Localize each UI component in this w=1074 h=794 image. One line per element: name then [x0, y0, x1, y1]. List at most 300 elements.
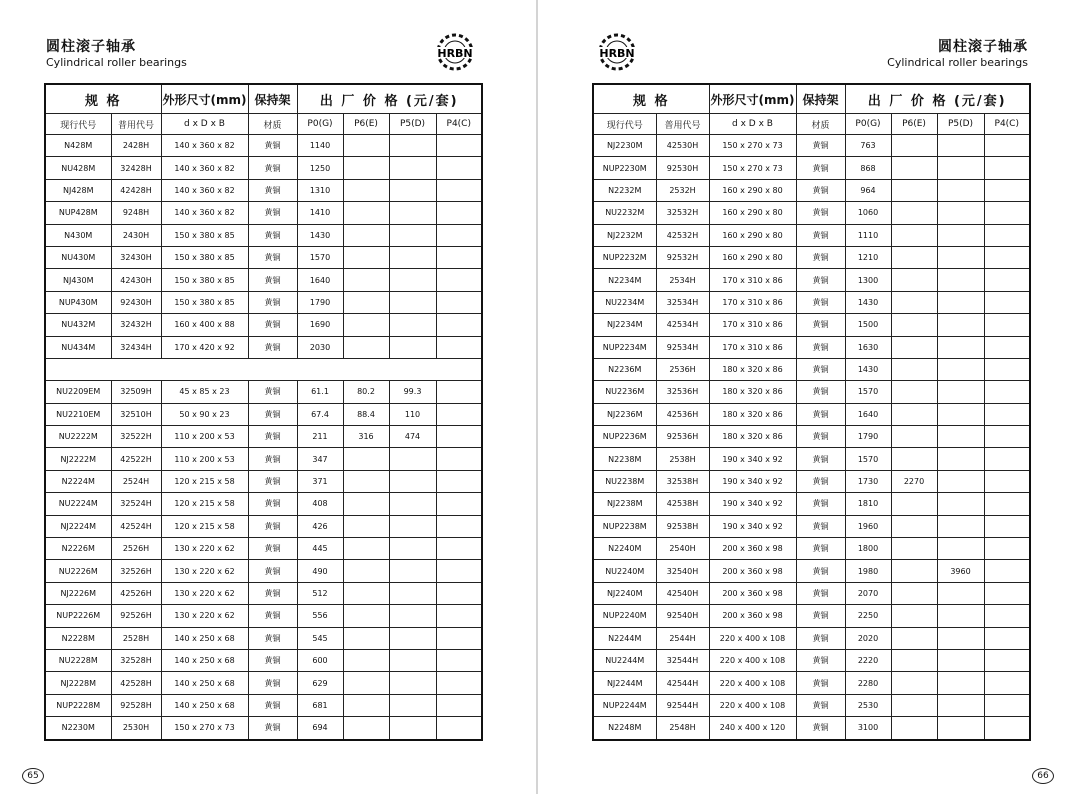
cell-p6: [891, 157, 937, 179]
cell-material: 黄铜: [796, 403, 845, 425]
table-row: [45, 291, 482, 313]
cell-p0: 1790: [845, 426, 891, 448]
cell-old-code: 32434H: [111, 336, 161, 358]
cell-p4: [436, 224, 482, 246]
table-row: [593, 358, 1030, 380]
table-row: [45, 649, 482, 671]
cell-p6: [343, 202, 389, 224]
table-row: [45, 202, 482, 224]
cell-p5: [937, 627, 984, 649]
cell-p5: [937, 694, 984, 716]
table-row: [593, 627, 1030, 649]
cell-p6: [343, 179, 389, 201]
cell-p4: [984, 336, 1030, 358]
cell-current-code: NU428M: [45, 157, 111, 179]
cell-current-code: N2224M: [45, 470, 111, 492]
cell-dimensions: 190 x 340 x 92: [709, 448, 796, 470]
table-row: [593, 605, 1030, 627]
cell-current-code: N428M: [45, 135, 111, 157]
col-material: 材质: [248, 114, 297, 135]
cell-current-code: NU432M: [45, 314, 111, 336]
page-title-cn: 圆柱滚子轴承: [938, 39, 1028, 55]
cell-p6: [891, 426, 937, 448]
cell-old-code: 32432H: [111, 314, 161, 336]
table-separator-row: [45, 358, 482, 380]
cell-p5: [389, 694, 436, 716]
cell-current-code: N2232M: [593, 179, 656, 201]
cell-current-code: NU2240M: [593, 560, 656, 582]
page-number: 65: [22, 768, 44, 784]
table-row: [593, 717, 1030, 740]
header-cage: 保持架: [248, 84, 297, 114]
cell-current-code: NU2224M: [45, 493, 111, 515]
cell-dimensions: 140 x 250 x 68: [161, 649, 248, 671]
col-current-code: 现行代号: [593, 114, 656, 135]
cell-p0: 1300: [845, 269, 891, 291]
cell-material: 黄铜: [248, 538, 297, 560]
cell-material: 黄铜: [248, 202, 297, 224]
cell-p6: [891, 202, 937, 224]
cell-dimensions: 130 x 220 x 62: [161, 560, 248, 582]
cell-dimensions: 220 x 400 x 108: [709, 694, 796, 716]
cell-dimensions: 140 x 360 x 82: [161, 179, 248, 201]
cell-dimensions: 110 x 200 x 53: [161, 448, 248, 470]
cell-old-code: 42524H: [111, 515, 161, 537]
cell-old-code: 92536H: [656, 426, 709, 448]
cell-current-code: NJ2244M: [593, 672, 656, 694]
table-row: [593, 649, 1030, 671]
price-table-right: [592, 83, 1031, 741]
cell-old-code: 42428H: [111, 179, 161, 201]
cell-current-code: NJ2234M: [593, 314, 656, 336]
table-row: [593, 246, 1030, 268]
table-row: [45, 135, 482, 157]
cell-p5: [937, 202, 984, 224]
cell-dimensions: 200 x 360 x 98: [709, 605, 796, 627]
cell-p0: 408: [297, 493, 343, 515]
cell-p5: [389, 515, 436, 537]
cell-p4: [436, 672, 482, 694]
header-spec: 规 格: [593, 84, 709, 114]
logo-text: HRBN: [599, 47, 635, 60]
cell-p4: [436, 448, 482, 470]
cell-material: 黄铜: [248, 448, 297, 470]
cell-current-code: N2228M: [45, 627, 111, 649]
cell-p5: [937, 157, 984, 179]
col-p6: P6(E): [891, 114, 937, 135]
table-row: [593, 157, 1030, 179]
cell-p6: [891, 538, 937, 560]
cell-old-code: 9248H: [111, 202, 161, 224]
cell-p4: [984, 381, 1030, 403]
cell-p5: [937, 291, 984, 313]
cell-material: 黄铜: [248, 717, 297, 740]
cell-p6: [891, 694, 937, 716]
cell-p4: [436, 403, 482, 425]
cell-p5: [937, 336, 984, 358]
cell-dimensions: 220 x 400 x 108: [709, 649, 796, 671]
cell-material: 黄铜: [796, 426, 845, 448]
cell-current-code: NJ2222M: [45, 448, 111, 470]
cell-p5: [937, 426, 984, 448]
cell-p6: [343, 336, 389, 358]
cell-old-code: 2538H: [656, 448, 709, 470]
cell-p6: [891, 627, 937, 649]
cell-dimensions: 120 x 215 x 58: [161, 470, 248, 492]
cell-p4: [984, 672, 1030, 694]
cell-current-code: NU430M: [45, 246, 111, 268]
cell-p4: [436, 470, 482, 492]
cell-p5: [389, 157, 436, 179]
col-p0: P0(G): [297, 114, 343, 135]
cell-p0: 1690: [297, 314, 343, 336]
cell-dimensions: 170 x 310 x 86: [709, 269, 796, 291]
cell-old-code: 2534H: [656, 269, 709, 291]
cell-current-code: N2230M: [45, 717, 111, 740]
cell-p0: 1570: [845, 448, 891, 470]
cell-old-code: 42540H: [656, 582, 709, 604]
cell-dimensions: 240 x 400 x 120: [709, 717, 796, 740]
cell-p6: [891, 448, 937, 470]
cell-old-code: 92530H: [656, 157, 709, 179]
cell-material: 黄铜: [796, 493, 845, 515]
cell-current-code: NUP2240M: [593, 605, 656, 627]
cell-p4: [436, 269, 482, 291]
cell-old-code: 2540H: [656, 538, 709, 560]
cell-material: 黄铜: [796, 605, 845, 627]
table-row: [45, 269, 482, 291]
cell-old-code: 32430H: [111, 246, 161, 268]
cell-material: 黄铜: [796, 448, 845, 470]
cell-dimensions: 120 x 215 x 58: [161, 493, 248, 515]
logo-text: HRBN: [437, 47, 473, 60]
cell-material: 黄铜: [248, 560, 297, 582]
header-dimensions: 外形尺寸(mm): [161, 84, 248, 114]
table-row: [593, 538, 1030, 560]
cell-p6: [891, 403, 937, 425]
cell-p4: [984, 627, 1030, 649]
cell-p0: 1640: [845, 403, 891, 425]
table-row: [45, 224, 482, 246]
cell-p0: 1430: [297, 224, 343, 246]
cell-p4: [436, 135, 482, 157]
cell-dimensions: 140 x 360 x 82: [161, 157, 248, 179]
cell-old-code: 42536H: [656, 403, 709, 425]
cell-material: 黄铜: [796, 224, 845, 246]
cell-dimensions: 130 x 220 x 62: [161, 582, 248, 604]
col-dxdxb: d x D x B: [161, 114, 248, 135]
cell-p0: 1430: [845, 291, 891, 313]
cell-p0: 2020: [845, 627, 891, 649]
cell-dimensions: 160 x 290 x 80: [709, 202, 796, 224]
cell-material: 黄铜: [248, 314, 297, 336]
cell-p6: [343, 515, 389, 537]
cell-current-code: N2234M: [593, 269, 656, 291]
cell-p6: [343, 135, 389, 157]
header-spec: 规 格: [45, 84, 161, 114]
table-row: [45, 157, 482, 179]
cell-p6: [891, 605, 937, 627]
cell-p5: [389, 224, 436, 246]
cell-p5: [389, 649, 436, 671]
cell-p6: [343, 538, 389, 560]
cell-p5: [937, 381, 984, 403]
cell-old-code: 92532H: [656, 246, 709, 268]
cell-current-code: N430M: [45, 224, 111, 246]
cell-p4: [984, 358, 1030, 380]
cell-p5: [937, 672, 984, 694]
cell-dimensions: 130 x 220 x 62: [161, 605, 248, 627]
cell-old-code: 2536H: [656, 358, 709, 380]
cell-p0: 556: [297, 605, 343, 627]
table-row: [593, 582, 1030, 604]
cell-current-code: NUP430M: [45, 291, 111, 313]
cell-old-code: 92540H: [656, 605, 709, 627]
table-row: [593, 269, 1030, 291]
table-row: [593, 426, 1030, 448]
cell-p5: [389, 291, 436, 313]
cell-p0: 3100: [845, 717, 891, 740]
cell-p0: 1500: [845, 314, 891, 336]
cell-dimensions: 150 x 270 x 73: [709, 157, 796, 179]
cell-dimensions: 120 x 215 x 58: [161, 515, 248, 537]
cell-current-code: NUP428M: [45, 202, 111, 224]
cell-p6: [343, 605, 389, 627]
cell-p0: 426: [297, 515, 343, 537]
cell-p6: [343, 246, 389, 268]
cell-p0: 1640: [297, 269, 343, 291]
col-dxdxb: d x D x B: [709, 114, 796, 135]
cell-p5: [937, 135, 984, 157]
cell-p5: [937, 538, 984, 560]
table-row: [593, 403, 1030, 425]
cell-current-code: NU2228M: [45, 649, 111, 671]
cell-old-code: 2544H: [656, 627, 709, 649]
cell-p0: 1960: [845, 515, 891, 537]
cell-material: 黄铜: [248, 246, 297, 268]
cell-p6: [891, 291, 937, 313]
cell-p5: [937, 493, 984, 515]
cell-old-code: 42532H: [656, 224, 709, 246]
cell-p4: [436, 515, 482, 537]
col-p4: P4(C): [436, 114, 482, 135]
table-row: [45, 538, 482, 560]
cell-old-code: 32509H: [111, 381, 161, 403]
cell-p4: [436, 560, 482, 582]
cell-old-code: 2524H: [111, 470, 161, 492]
cell-p5: [937, 470, 984, 492]
cell-current-code: NJ2240M: [593, 582, 656, 604]
cell-p6: [891, 560, 937, 582]
cell-material: 黄铜: [796, 560, 845, 582]
cell-p5: [389, 135, 436, 157]
table-row: [45, 694, 482, 716]
cell-p6: 2270: [891, 470, 937, 492]
cell-p4: [436, 493, 482, 515]
cell-p6: [891, 336, 937, 358]
cell-material: 黄铜: [796, 672, 845, 694]
table-row: [45, 560, 482, 582]
cell-p6: [891, 649, 937, 671]
col-material: 材质: [796, 114, 845, 135]
cell-material: 黄铜: [796, 470, 845, 492]
table-row: [593, 336, 1030, 358]
cell-p4: [436, 157, 482, 179]
table-row: [45, 246, 482, 268]
table-row: [593, 291, 1030, 313]
cell-p0: 1210: [845, 246, 891, 268]
cell-p5: [389, 202, 436, 224]
table-row: [45, 470, 482, 492]
cell-p0: 490: [297, 560, 343, 582]
table-row: [45, 179, 482, 201]
cell-current-code: N2248M: [593, 717, 656, 740]
cell-current-code: NU2234M: [593, 291, 656, 313]
cell-p6: [343, 157, 389, 179]
cell-p0: 1250: [297, 157, 343, 179]
cell-material: 黄铜: [248, 426, 297, 448]
cell-p0: 445: [297, 538, 343, 560]
cell-old-code: 32510H: [111, 403, 161, 425]
cell-old-code: 92526H: [111, 605, 161, 627]
cell-dimensions: 50 x 90 x 23: [161, 403, 248, 425]
cell-dimensions: 110 x 200 x 53: [161, 426, 248, 448]
cell-p6: [343, 291, 389, 313]
cell-p4: [436, 649, 482, 671]
cell-current-code: N2226M: [45, 538, 111, 560]
cell-p0: 600: [297, 649, 343, 671]
col-old-code: 普用代号: [656, 114, 709, 135]
cell-dimensions: 220 x 400 x 108: [709, 627, 796, 649]
cell-dimensions: 150 x 270 x 73: [161, 717, 248, 740]
cell-p4: [984, 291, 1030, 313]
table-row: [45, 381, 482, 403]
cell-old-code: 42430H: [111, 269, 161, 291]
cell-dimensions: 150 x 380 x 85: [161, 224, 248, 246]
cell-dimensions: 190 x 340 x 92: [709, 515, 796, 537]
cell-old-code: 92430H: [111, 291, 161, 313]
price-table-left: [44, 83, 483, 741]
cell-p5: [937, 515, 984, 537]
table-row: [45, 493, 482, 515]
cell-p0: 1140: [297, 135, 343, 157]
cell-p0: 629: [297, 672, 343, 694]
cell-dimensions: 160 x 290 x 80: [709, 246, 796, 268]
cell-old-code: 32544H: [656, 649, 709, 671]
page-title-cn: 圆柱滚子轴承: [46, 39, 136, 55]
cell-p4: [984, 605, 1030, 627]
cell-p0: 1570: [845, 381, 891, 403]
cell-material: 黄铜: [796, 246, 845, 268]
cell-p6: [891, 269, 937, 291]
cell-p6: [343, 649, 389, 671]
cell-p5: [389, 627, 436, 649]
cell-material: 黄铜: [248, 403, 297, 425]
cell-material: 黄铜: [248, 627, 297, 649]
cell-p4: [436, 538, 482, 560]
cell-current-code: N2244M: [593, 627, 656, 649]
cell-old-code: 32528H: [111, 649, 161, 671]
cell-dimensions: 160 x 290 x 80: [709, 224, 796, 246]
cell-p4: [984, 157, 1030, 179]
table-row: [593, 672, 1030, 694]
cell-current-code: NJ2224M: [45, 515, 111, 537]
cell-p6: [343, 672, 389, 694]
cell-p4: [984, 493, 1030, 515]
table-row: [593, 694, 1030, 716]
cell-material: 黄铜: [248, 336, 297, 358]
cell-p4: [436, 426, 482, 448]
cell-dimensions: 220 x 400 x 108: [709, 672, 796, 694]
cell-p5: [389, 717, 436, 740]
cell-p0: 694: [297, 717, 343, 740]
cell-old-code: 92528H: [111, 694, 161, 716]
cell-material: 黄铜: [796, 202, 845, 224]
cell-material: 黄铜: [248, 269, 297, 291]
cell-p6: [891, 493, 937, 515]
table-row: [45, 582, 482, 604]
cell-p0: 763: [845, 135, 891, 157]
cell-p4: [984, 202, 1030, 224]
cell-current-code: NUP2232M: [593, 246, 656, 268]
col-old-code: 普用代号: [111, 114, 161, 135]
cell-current-code: NUP2238M: [593, 515, 656, 537]
cell-p5: [937, 269, 984, 291]
cell-p6: [343, 560, 389, 582]
cell-dimensions: 140 x 250 x 68: [161, 694, 248, 716]
left-page: [0, 0, 536, 794]
cell-p6: 80.2: [343, 381, 389, 403]
table-row: [593, 470, 1030, 492]
cell-p4: [984, 246, 1030, 268]
cell-current-code: NU2244M: [593, 649, 656, 671]
cell-p6: [891, 135, 937, 157]
cell-p6: [343, 717, 389, 740]
cell-dimensions: 180 x 320 x 86: [709, 426, 796, 448]
cell-current-code: N2238M: [593, 448, 656, 470]
cell-p4: [436, 694, 482, 716]
cell-p6: [343, 224, 389, 246]
cell-dimensions: 150 x 380 x 85: [161, 291, 248, 313]
cell-p0: 211: [297, 426, 343, 448]
cell-p4: [436, 381, 482, 403]
table-row: [45, 336, 482, 358]
cell-material: 黄铜: [248, 672, 297, 694]
table-row: [593, 224, 1030, 246]
cell-p5: [389, 560, 436, 582]
cell-old-code: 32522H: [111, 426, 161, 448]
cell-dimensions: 190 x 340 x 92: [709, 493, 796, 515]
cell-old-code: 2528H: [111, 627, 161, 649]
cell-old-code: 32532H: [656, 202, 709, 224]
cell-p4: [984, 403, 1030, 425]
cell-p4: [984, 717, 1030, 740]
table-row: [593, 560, 1030, 582]
cell-p6: [891, 358, 937, 380]
cell-p0: 2030: [297, 336, 343, 358]
cell-material: 黄铜: [248, 135, 297, 157]
cell-dimensions: 200 x 360 x 98: [709, 538, 796, 560]
cell-material: 黄铜: [796, 157, 845, 179]
cell-material: 黄铜: [796, 336, 845, 358]
cell-material: 黄铜: [248, 694, 297, 716]
cell-old-code: 2430H: [111, 224, 161, 246]
cell-p6: [891, 717, 937, 740]
cell-dimensions: 140 x 360 x 82: [161, 135, 248, 157]
cell-material: 黄铜: [248, 605, 297, 627]
cell-material: 黄铜: [248, 291, 297, 313]
cell-p6: [343, 448, 389, 470]
